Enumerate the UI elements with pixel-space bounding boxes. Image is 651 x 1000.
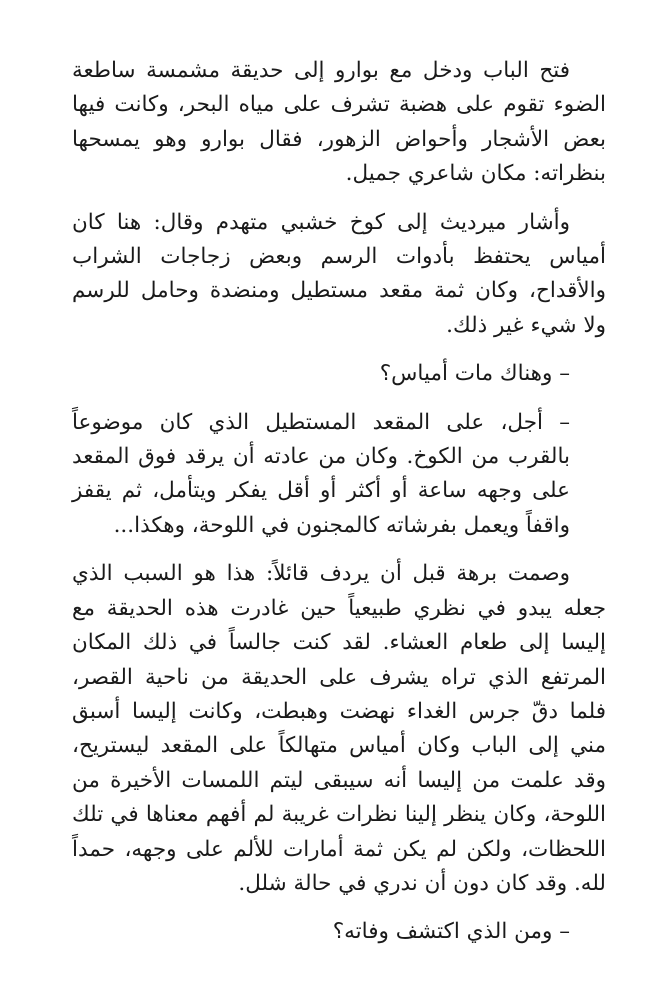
paragraph-wooden-hut: وأشار ميرديث إلى كوخ خشبي متهدم وقال: هنا كان أمياس يحتفظ بأدوات الرسم وبعض زجاجات الشراب والأقداح، وكان ثمة مقعد مستطيل ومنضدة وحامل للرسم ولا شيء غير ذلك. <box>72 209 606 338</box>
dialogue-question-discovery: – ومن الذي اكتشف وفاته؟ <box>332 919 570 945</box>
book-page <box>72 54 606 950</box>
paragraph-garden-entrance: فتح الباب ودخل مع بوارو إلى حديقة مشمسة ساطعة الضوء تقوم على هضبة تشرف على مياه البحر، وكانت فيها بعض الأشجار وأحواض الزهور، فقال بوارو وهو يمسحها بنظراته: مكان شاعري جميل. <box>72 58 606 187</box>
dialogue-answer-bench: – أجل، على المقعد المستطيل الذي كان موضوعاً بالقرب من الكوخ. وكان من عادته أن يرقد فوق المقعد على وجهه ساعة أو أكثر أو أقل يفكر ويتأمل، ثم يقفز واقفاً ويعمل بفرشاته كالمجنون في اللوحة، وهكذا... <box>72 409 570 538</box>
paragraph-lunch-bell: وصمت برهة قبل أن يردف قائلاً: هذا هو السبب الذي جعله يبدو في نظري طبيعياً حين غادرت هذه الحديقة مع إليسا إلى طعام العشاء. لقد كنت جالساً في ذلك المكان المرتفع الذي تراه يشرف على الحديقة من ناحية القصر، فلما دقّ جرس الغداء نهضت وهبطت، وكانت إليسا أسبق مني إلى الباب وكان أمياس متهالكاً على المقعد ليستريح، وقد علمت من إليسا أنه سيبقى ليتم اللمسات الأخيرة من اللوحة، وكان ينظر إلينا نظرات غريبة لم أفهم معناها في تلك اللحظات، ولكن لم يكن ثمة أمارات للألم على وجهه، حمداً لله. وقد كان دون أن ندري في حالة شلل. <box>72 561 606 896</box>
dialogue-question-death-place: – وهناك مات أمياس؟ <box>379 361 570 387</box>
